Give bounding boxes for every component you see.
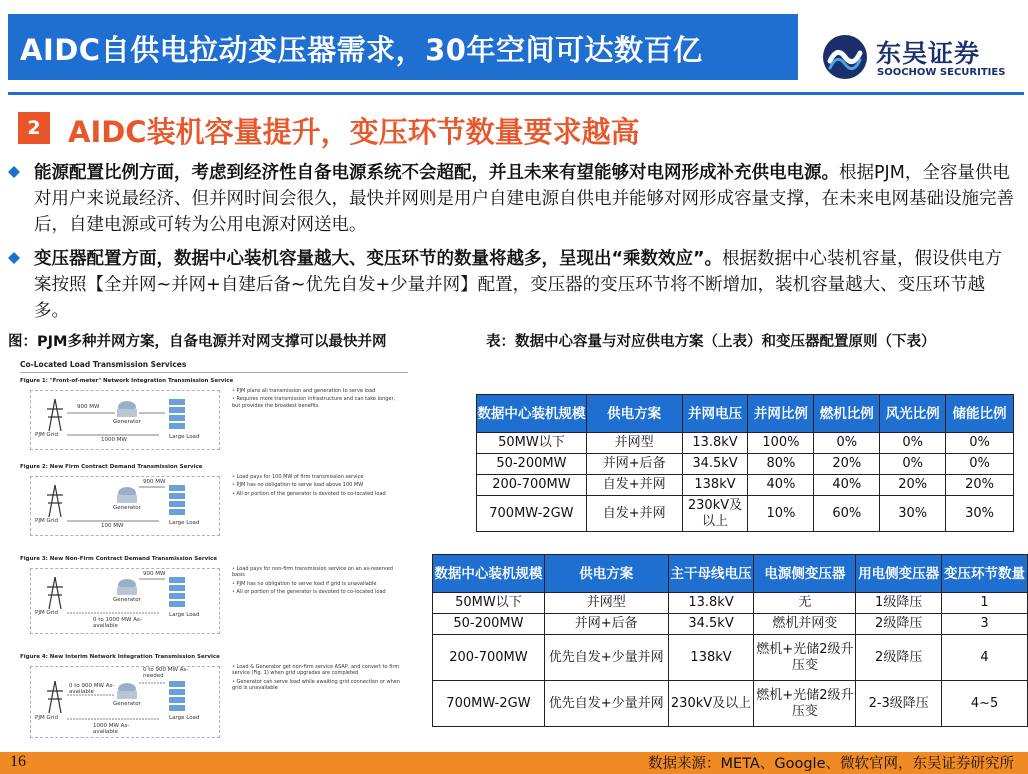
table-cell: 200-700MW [433, 635, 545, 681]
bullet-text [34, 160, 1014, 238]
table-cell: 700MW-2GW [477, 496, 587, 532]
table-row [433, 593, 1028, 614]
generator-label: Generator [113, 419, 141, 425]
table-cell: 30% [880, 496, 946, 532]
table-cell: 50MW以下 [433, 593, 545, 614]
figure-title: Co-Located Load Transmission Services [20, 360, 187, 369]
table-header-row [433, 555, 1028, 593]
header-divider [8, 92, 1024, 95]
flow-label: 0 to 900 MW As-available [69, 683, 115, 695]
page-number: 16 [10, 753, 26, 770]
table-caption: 表：数据中心容量与对应供电方案（上表）和变压器配置原则（下表） [486, 334, 936, 350]
figure-panel-3 [20, 556, 400, 646]
table-cell: 无 [754, 593, 856, 614]
page-title: AIDC自供电拉动变压器需求，30年空间可达数百亿 [20, 33, 703, 67]
table-header: 用电侧变压器 [856, 555, 942, 593]
panel-diagram-box [30, 666, 220, 738]
table-cell: 2级降压 [856, 614, 942, 635]
table-header: 燃机比例 [814, 395, 880, 433]
table-cell: 4~5 [942, 681, 1028, 727]
panel-note: • Load pays for 100 MW of firm transmission service [232, 474, 402, 480]
panel-notes [232, 474, 402, 499]
panel-note: • Generator can serve load while awaiting grid connection or when grid is unavailable [232, 679, 402, 692]
table-cell: 2级降压 [856, 635, 942, 681]
pjm-grid-label: PJM Grid [35, 610, 58, 616]
table-header: 电源侧变压器 [754, 555, 856, 593]
logo-text-en: SOOCHOW SECURITIES [877, 67, 1006, 78]
table-header: 主干母线电压 [668, 555, 754, 593]
table-cell: 并网+后备 [586, 454, 682, 475]
table-cell: 并网型 [544, 593, 668, 614]
table-cell: 0% [880, 454, 946, 475]
panel-note: • PJM plans all transmission and generation to serve load [232, 388, 402, 394]
table-header: 并网电压 [682, 395, 748, 433]
table-row [433, 635, 1028, 681]
table-cell: 50-200MW [477, 454, 587, 475]
bullet-transformer-config [8, 246, 1014, 324]
table-cell: 优先自发+少量并网 [544, 635, 668, 681]
table-cell: 燃机+光储2级升压变 [754, 681, 856, 727]
table-cell: 40% [748, 475, 814, 496]
pjm-grid-label: PJM Grid [35, 518, 58, 524]
table-header: 储能比例 [946, 395, 1014, 433]
panel-diagram-box [30, 390, 220, 450]
transformer-config-table [432, 554, 1028, 727]
table-cell: 100% [748, 433, 814, 454]
table-cell: 1级降压 [856, 593, 942, 614]
large-load-label: Large Load [169, 715, 200, 721]
table-cell: 10% [748, 496, 814, 532]
bullet-bold: 变压器配置方面，数据中心装机容量越大、变压环节的数量将越多，呈现出“乘数效应”。 [34, 249, 723, 269]
table-cell: 138kV [668, 635, 754, 681]
table-cell: 13.8kV [682, 433, 748, 454]
table-header: 变压环节数量 [942, 555, 1028, 593]
panel-note: • Requires more transmission infrastructure and can take longer, but provides the broadest benefits [232, 396, 402, 409]
table-cell: 燃机+光储2级升压变 [754, 635, 856, 681]
panel-notes [232, 566, 402, 597]
table-row [433, 681, 1028, 727]
table-cell: 700MW-2GW [433, 681, 545, 727]
pjm-transmission-figure [12, 356, 412, 748]
logo-text-cn: 东吴证券 [876, 39, 981, 68]
panel-notes [232, 388, 402, 411]
table-cell: 60% [814, 496, 880, 532]
pjm-grid-label: PJM Grid [35, 715, 58, 721]
panel-notes [232, 664, 402, 693]
company-logo [822, 34, 1012, 82]
table-header: 供电方案 [544, 555, 668, 593]
table-cell: 20% [814, 454, 880, 475]
section-title: AIDC装机容量提升，变压环节数量要求越高 [68, 115, 640, 149]
table-row [477, 433, 1014, 454]
bullet-text [34, 246, 1014, 324]
table-cell: 4 [942, 635, 1028, 681]
table-cell: 燃机并网变 [754, 614, 856, 635]
data-source: 数据来源：META、Google、微软官网，东吴证券研究所 [648, 756, 1014, 772]
panel-note: • PJM has no obligation to serve load above 100 MW [232, 482, 402, 488]
table-row [477, 496, 1014, 532]
diamond-bullet-icon [8, 166, 20, 178]
large-load-label: Large Load [169, 612, 200, 618]
table-cell: 并网+后备 [544, 614, 668, 635]
table-row [477, 475, 1014, 496]
table-cell: 0% [814, 433, 880, 454]
panel-note: • Load pays for non-firm transmission service on an as-reserved basis [232, 566, 402, 579]
table-cell: 13.8kV [668, 593, 754, 614]
panel-note: • All or portion of the generator is devoted to co-located load [232, 589, 402, 595]
flow-label: 900 MW [77, 404, 100, 410]
table-row [433, 614, 1028, 635]
flow-label: 900 MW [143, 479, 166, 485]
flow-label: 100 MW [101, 523, 124, 529]
bullet-energy-config [8, 160, 1014, 238]
table-cell: 2-3级降压 [856, 681, 942, 727]
figure-panel-4 [20, 654, 400, 744]
table-cell: 230kV及以上 [668, 681, 754, 727]
table-header: 供电方案 [586, 395, 682, 433]
large-load-label: Large Load [169, 434, 200, 440]
panel-title: Figure 2: New Firm Contract Demand Transmission Service [20, 464, 203, 470]
figure-caption: 图：PJM多种并网方案，自备电源并对网支撑可以最快并网 [8, 334, 387, 350]
table-cell: 20% [880, 475, 946, 496]
panel-title: Figure 1: "Front-of-meter" Network Integration Transmission Service [20, 378, 234, 384]
table-cell: 40% [814, 475, 880, 496]
footer-bar [0, 752, 1028, 774]
table-cell: 30% [946, 496, 1014, 532]
table-row [477, 454, 1014, 475]
table-header: 数据中心装机规模 [433, 555, 545, 593]
table-cell: 3 [942, 614, 1028, 635]
table-cell: 1 [942, 593, 1028, 614]
table-cell: 20% [946, 475, 1014, 496]
table-cell: 138kV [682, 475, 748, 496]
table-cell: 200-700MW [477, 475, 587, 496]
panel-note: • PJM has no obligation to serve load if grid is unavailable [232, 581, 402, 587]
table-cell: 0% [946, 433, 1014, 454]
table-cell: 34.5kV [682, 454, 748, 475]
figure-panel-1 [20, 378, 400, 460]
large-load-label: Large Load [169, 520, 200, 526]
table-cell: 并网型 [586, 433, 682, 454]
title-bar [8, 14, 798, 80]
bullet-bold: 能源配置比例方面，考虑到经济性自备电源系统不会超配，并且未来有望能够对电网形成补充供电电源。 [34, 163, 839, 183]
table-cell: 50MW以下 [477, 433, 587, 454]
bullet-body: 根据数据中心装机容量，假设供电方案按照【全并网~并网+自建后备~优先自发+少量并网】配置，变压器的变压环节将不断增加，装机容量越大、变压环节越多。 [34, 249, 1003, 321]
table-cell: 80% [748, 454, 814, 475]
table-cell: 自发+并网 [586, 475, 682, 496]
panel-title: Figure 4: New Interim Network Integration Transmission Service [20, 654, 220, 660]
table-cell: 优先自发+少量并网 [544, 681, 668, 727]
flow-label: 0 to 1000 MW As-available [93, 617, 142, 629]
flow-label: 1000 MW As-available [93, 723, 130, 735]
bullet-body: 根据PJM，全容量供电对用户来说最经济、但并网时间会很久，最快并网则是用户自建电源自供电并能够对网形成容量支撑，在未来电网基础设施完善后，自建电源或可转为公用电源对网送电。 [34, 163, 1014, 235]
diamond-bullet-icon [8, 252, 20, 264]
panel-diagram-box [30, 476, 220, 536]
table-cell: 230kV及以上 [682, 496, 748, 532]
panel-diagram-box [30, 568, 220, 634]
table-cell: 50-200MW [433, 614, 545, 635]
figure-panel-2 [20, 464, 400, 550]
figure-title-rule [20, 372, 408, 373]
flow-label: 1000 MW [101, 437, 127, 443]
table-cell: 0% [880, 433, 946, 454]
capacity-power-supply-table [476, 394, 1014, 532]
section-number-badge: 2 [18, 112, 50, 144]
panel-title: Figure 3: New Non-Firm Contract Demand Transmission Service [20, 556, 218, 562]
table-cell: 0% [946, 454, 1014, 475]
generator-label: Generator [113, 701, 141, 707]
flow-label: 900 MW [143, 571, 166, 577]
table-header: 风光比例 [880, 395, 946, 433]
generator-label: Generator [113, 505, 141, 511]
panel-note: • Load & Generator get non-firm service ASAP, and convert to firm service (Fig. 1) when grid upgrades are completed [232, 664, 402, 677]
soochow-logo-icon [822, 34, 868, 80]
table-header: 数据中心装机规模 [477, 395, 587, 433]
table-cell: 自发+并网 [586, 496, 682, 532]
table-header: 并网比例 [748, 395, 814, 433]
flow-label: 0 to 900 MW As-needed [143, 667, 189, 679]
panel-note: • All or portion of the generator is devoted to co-located load [232, 491, 402, 497]
pjm-grid-label: PJM Grid [35, 432, 58, 438]
generator-label: Generator [113, 597, 141, 603]
table-cell: 34.5kV [668, 614, 754, 635]
table-header-row [477, 395, 1014, 433]
